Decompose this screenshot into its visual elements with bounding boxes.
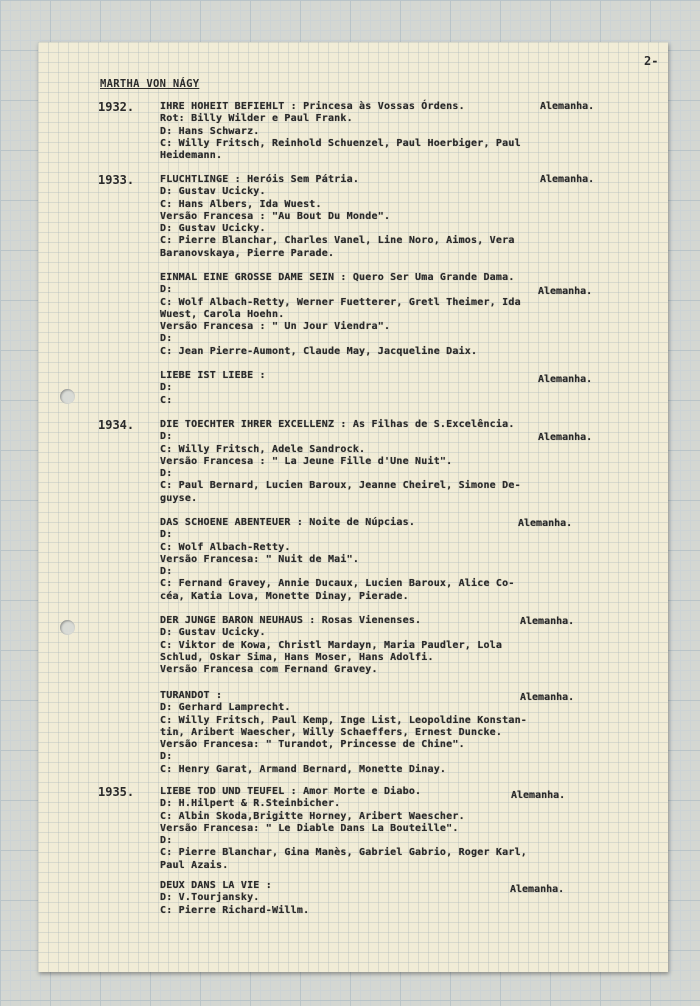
country-label: Alemanha. [540, 174, 595, 185]
credit-line: Paul Azais. [160, 859, 229, 871]
film-details [160, 370, 610, 407]
credit-line: C: Willy Fritsch, Adele Sandrock. [160, 443, 366, 455]
year-label: 1933. [98, 173, 135, 187]
country-label: Alemanha. [518, 518, 573, 529]
credit-line: D: Gustav Ucicky. [160, 223, 266, 235]
country-label: Alemanha. [520, 616, 575, 627]
country-label: Alemanha. [538, 432, 593, 443]
film-title-line: LIEBE IST LIEBE : [160, 370, 266, 381]
year-label: 1932. [98, 100, 135, 114]
document-sheet [38, 42, 668, 972]
credit-line: D: [160, 835, 173, 847]
punch-hole [60, 389, 75, 404]
credit-line: Rot: Billy Wilder e Paul Frank. [160, 113, 353, 125]
film-title-line: DER JUNGE BARON NEUHAUS : Rosas Vienenses. [160, 615, 422, 626]
credit-line: Versão Francesa: " Turandot, Princesse de Chine". [160, 739, 465, 751]
credit-line: céa, Katia Lova, Monette Dinay, Pierade. [160, 590, 409, 602]
credit-line: C: Wolf Albach-Retty. [160, 541, 291, 553]
credit-line: D: Gerhard Lamprecht. [160, 702, 291, 714]
credit-line: D: [160, 333, 173, 345]
year-label: 1935. [98, 785, 135, 799]
credit-line: D: Hans Schwarz. [160, 125, 260, 137]
credit-line: D: [160, 431, 173, 443]
film-details [160, 101, 610, 162]
country-label: Alemanha. [511, 790, 566, 801]
credit-line: D: Gustav Ucicky. [160, 186, 266, 198]
credit-line: Versão Francesa : " Un Jour Viendra". [160, 321, 391, 333]
film-details [160, 272, 610, 358]
credit-line: C: Willy Fritsch, Paul Kemp, Inge List, Leopoldine Konstan- [160, 714, 528, 726]
credit-line: C: Pierre Richard-Willm. [160, 904, 310, 916]
credit-line: C: Viktor de Kowa, Christl Mardayn, Maria Paudler, Lola [160, 639, 503, 651]
credit-line: C: Willy Fritsch, Reinhold Schuenzel, Paul Hoerbiger, Paul [160, 137, 521, 149]
credit-line: C: Albin Skoda,Brigitte Horney, Aribert Waescher. [160, 810, 465, 822]
credit-line: Versão Francesa : "Au Bout Du Monde". [160, 210, 391, 222]
credit-line: Versão Francesa: " Le Diable Dans La Bouteille". [160, 822, 459, 834]
country-label: Alemanha. [520, 692, 575, 703]
year-label: 1934. [98, 418, 135, 432]
country-label: Alemanha. [538, 286, 593, 297]
film-details [160, 419, 610, 505]
credit-line: D: Gustav Ucicky. [160, 627, 266, 639]
film-title-line: DEUX DANS LA VIE : [160, 880, 272, 891]
film-title-line: TURANDOT : [160, 690, 223, 701]
credit-line: C: Wolf Albach-Retty, Werner Fuetterer, Gretl Theimer, Ida [160, 296, 521, 308]
film-title-line: FLUCHTLINGE : Heróis Sem Pátria. [160, 174, 360, 185]
credit-line: D: V.Tourjansky. [160, 892, 260, 904]
credit-line: Baranovskaya, Pierre Parade. [160, 247, 335, 259]
page-number: 2- [644, 54, 659, 68]
film-title-line: DAS SCHOENE ABENTEUER : Noite de Núpcias. [160, 517, 416, 528]
film-details [160, 786, 610, 872]
credit-line: D: [160, 566, 173, 578]
credit-line: tin, Aribert Waescher, Willy Schaeffers, Ernest Duncke. [160, 726, 503, 738]
country-label: Alemanha. [540, 101, 595, 112]
credit-line: C: Hans Albers, Ida Wuest. [160, 198, 322, 210]
film-title-line: LIEBE TOD UND TEUFEL : Amor Morte e Diabo. [160, 786, 422, 797]
country-label: Alemanha. [510, 884, 565, 895]
credit-line: Versão Francesa : " La Jeune Fille d'Une Nuit". [160, 455, 453, 467]
film-details [160, 174, 610, 260]
credit-line: D: [160, 529, 173, 541]
film-details [160, 880, 610, 917]
credit-line: C: Pierre Blanchar, Charles Vanel, Line Noro, Aimos, Vera [160, 235, 515, 247]
credit-line: D: H.Hilpert & R.Steinbicher. [160, 798, 341, 810]
film-title-line: EINMAL EINE GROSSE DAME SEIN : Quero Ser Uma Grande Dama. [160, 272, 515, 283]
film-details [160, 517, 610, 603]
country-label: Alemanha. [538, 374, 593, 385]
credit-line: Wuest, Carola Hoehn. [160, 308, 285, 320]
credit-line: D: [160, 751, 173, 763]
credit-line: Heidemann. [160, 150, 223, 162]
film-details [160, 615, 610, 676]
credit-line: D: [160, 284, 173, 296]
credit-line: D: [160, 468, 173, 480]
credit-line: C: [160, 394, 173, 406]
credit-line: C: Jean Pierre-Aumont, Claude May, Jacqueline Daix. [160, 345, 478, 357]
film-details [160, 690, 610, 776]
credit-line: Versão Francesa: " Nuit de Mai". [160, 553, 360, 565]
punch-hole [60, 620, 75, 635]
credit-line: Versão Francesa com Fernand Gravey. [160, 664, 378, 676]
credit-line: guyse. [160, 492, 198, 504]
credit-line: Schlud, Oskar Sima, Hans Moser, Hans Adolfi. [160, 651, 434, 663]
credit-line: C: Henry Garat, Armand Bernard, Monette Dinay. [160, 763, 447, 775]
film-title-line: IHRE HOHEIT BEFIEHLT : Princesa às Vossas Órdens. [160, 101, 465, 112]
page-header: MARTHA VON NÁGY [100, 78, 200, 90]
film-title-line: DIE TOECHTER IHRER EXCELLENZ : As Filhas de S.Excelência. [160, 419, 515, 430]
credit-line: D: [160, 382, 173, 394]
credit-line: C: Fernand Gravey, Annie Ducaux, Lucien Baroux, Alice Co- [160, 578, 515, 590]
credit-line: C: Paul Bernard, Lucien Baroux, Jeanne Cheirel, Simone De- [160, 480, 521, 492]
credit-line: C: Pierre Blanchar, Gina Manès, Gabriel Gabrio, Roger Karl, [160, 847, 528, 859]
